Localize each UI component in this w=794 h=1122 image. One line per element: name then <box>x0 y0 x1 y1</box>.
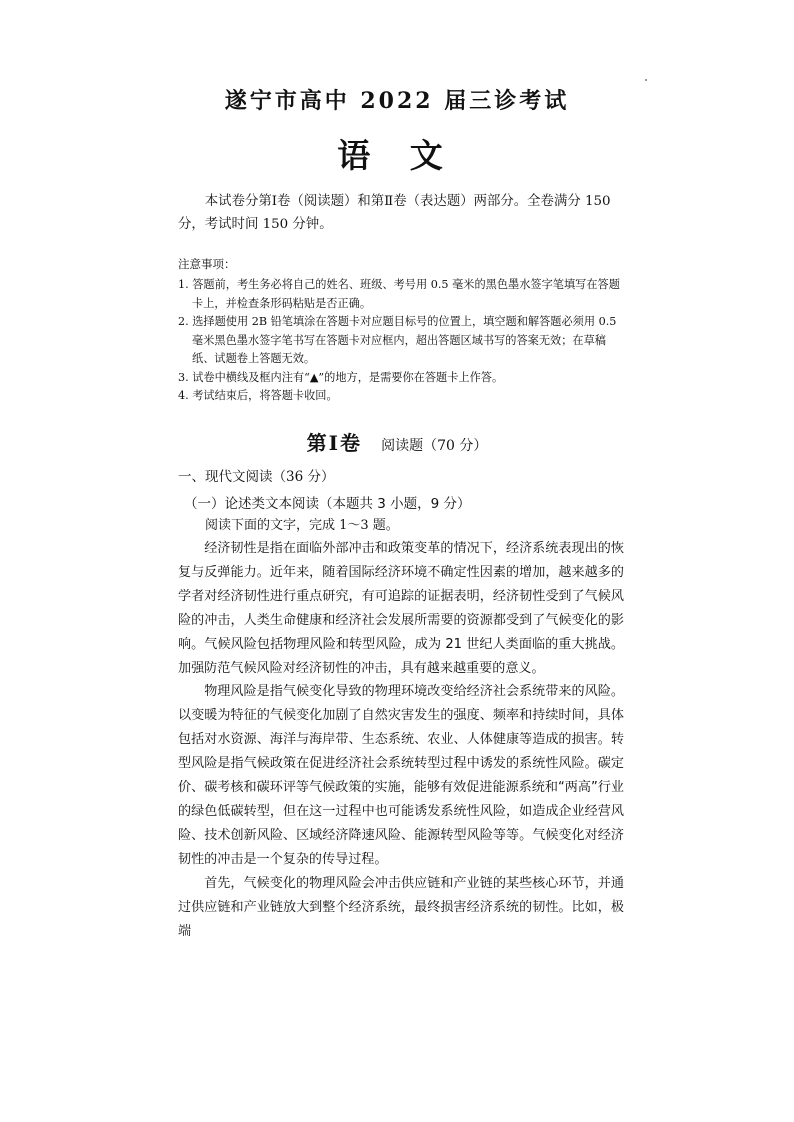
passage-paragraph: 首先，气候变化的物理风险会冲击供应链和产业链的某些核心环节，并通过供应链和产业链放大到整个经济系统，最终损害经济系统的韧性。比如，极端 <box>178 875 624 939</box>
exam-title: 遂宁市高中 2022 届三诊考试 <box>224 88 570 114</box>
notice-heading: 注意事项： <box>178 257 236 271</box>
reading-passage <box>178 537 624 943</box>
section-title: 第Ⅰ卷 <box>306 431 362 455</box>
intro-text: 本试卷分第Ⅰ卷（阅读题）和第Ⅱ卷（表达题）两部分。全卷满分 150 分，考试时间 150 分钟。 <box>178 194 611 232</box>
exam-intro <box>178 190 628 236</box>
notice-item: 4. 考试结束后，将答题卡收回。 <box>178 389 338 402</box>
notice-list <box>178 276 628 406</box>
part-heading: 一、现代文阅读（36 分） <box>178 469 335 485</box>
passage-paragraph: 物理风险是指气候变化导致的物理环境改变给经济社会系统带来的风险。以变暖为特征的气候变化加剧了自然灾害发生的强度、频率和持续时间，具体包括对水资源、海洋与海岸带、生态系统、农业、人体健康等造成的损害。转型风险是指气候政策在促进经济社会系统转型过程中诱发的系统性风险。碳定价、碳考核和碳环评等气候政策的实施，能够有效促进能源系统和“两高”行业的绿色低碳转型，但在这一过程中也可能诱发系统性风险，如造成企业经营风险、技术创新风险、区域经济降速风险、能源转型风险等等。气候变化对经济韧性的冲击是一个复杂的传导过程。 <box>178 684 624 867</box>
scan-dot <box>645 79 647 81</box>
section-subtitle: 阅读题（70 分） <box>381 438 488 454</box>
notice-item: 1. 答题前，考生务必将自己的姓名、班级、考号用 0.5 毫米的黑色墨水签字笔填写在答题卡上，并检查条形码粘贴是否正确。 <box>178 278 620 310</box>
section-heading <box>0 427 794 456</box>
reading-instruction: 阅读下面的文字，完成 1～3 题。 <box>205 518 399 533</box>
subject-title: 语 文 <box>337 136 457 175</box>
notice-item: 3. 试卷中横线及框内注有“▲”的地方，是需要你在答题卡上作答。 <box>178 370 504 384</box>
sub-heading: （一）论述类文本阅读（本题共 3 小题，9 分） <box>184 496 471 512</box>
notice-item: 2. 选择题使用 2B 铅笔填涂在答题卡对应题目标号的位置上，填空题和解答题必须用 0.5 毫米黑色墨水签字笔书写在答题卡对应框内，超出答题区域书写的答案无效；在草稿纸、试题卷上答题无效。 <box>178 315 617 365</box>
passage-paragraph: 经济韧性是指在面临外部冲击和政策变革的情况下，经济系统表现出的恢复与反弹能力。近年来，随着国际经济环境不确定性因素的增加，越来越多的学者对经济韧性进行重点研究，有可追踪的证据表明，经济韧性受到了气候风险的冲击，人类生命健康和经济社会发展所需要的资源都受到了气候变化的影响。气候风险包括物理风险和转型风险，成为 21 世纪人类面临的重大挑战。加强防范气候风险对经济韧性的冲击，具有越来越重要的意义。 <box>178 541 624 676</box>
